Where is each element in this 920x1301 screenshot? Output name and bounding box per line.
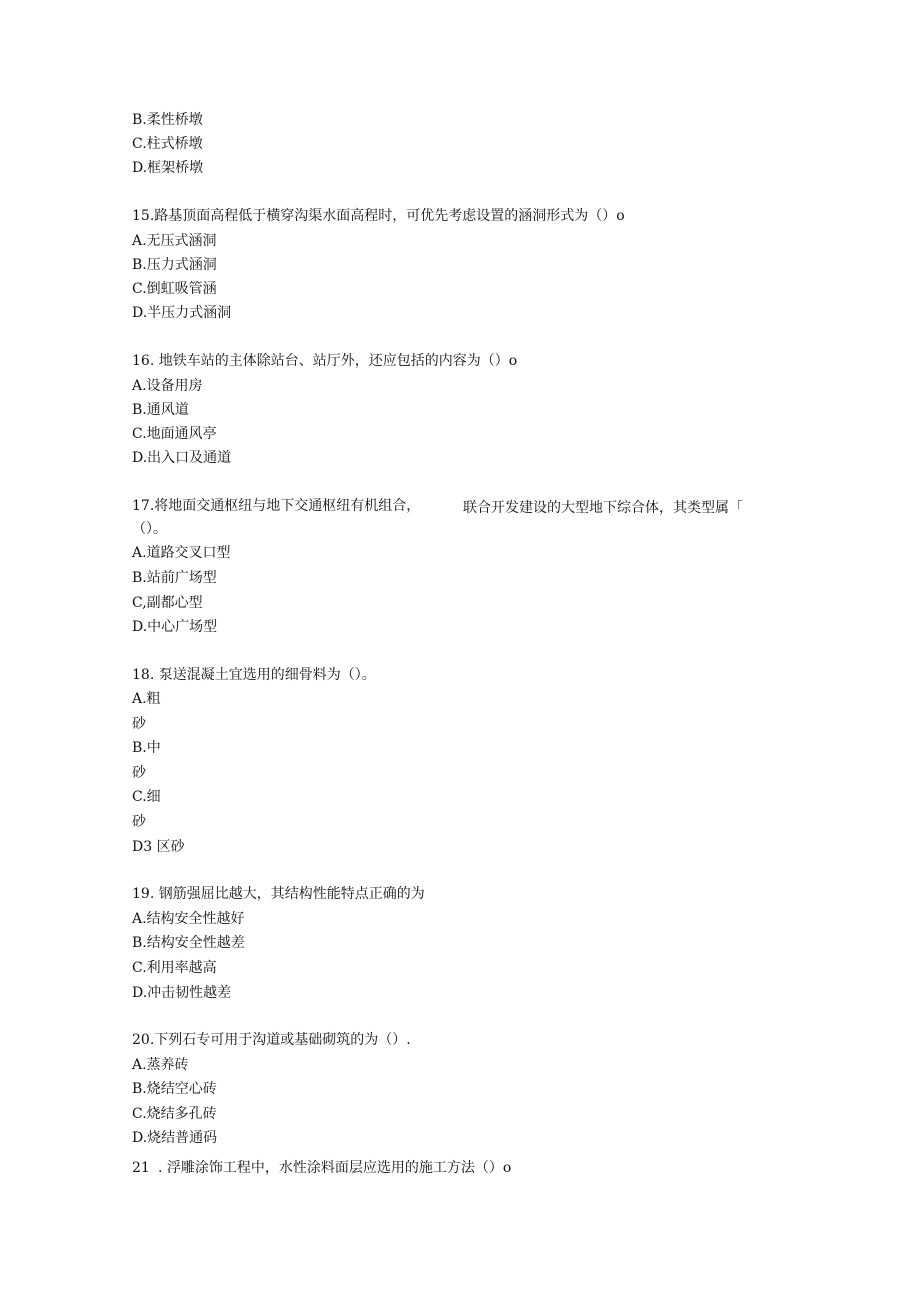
q16-option-a: A.设备用房 (132, 378, 203, 394)
q19-option-d: D.冲击韧性越差 (132, 985, 232, 1001)
q19-stem: 19. 钢筋强屈比越大，其结构性能特点正确的为 (132, 886, 425, 902)
q18-option-c-cont: 砂 (132, 814, 146, 830)
q19-option-b: B.结构安全性越差 (132, 935, 245, 951)
q18-stem: 18. 泵送混凝土宜选用的细骨料为（）。 (132, 667, 376, 683)
q19-option-c: C.利用率越高 (132, 960, 217, 976)
q20-option-b: B.烧结空心砖 (132, 1081, 217, 1097)
q14-option-c: C.柱式桥墩 (132, 136, 203, 152)
q17-option-b: B.站前广场型 (132, 570, 217, 586)
q20-option-d: D.烧结普通码 (132, 1130, 218, 1146)
q16-stem: 16. 地铁车站的主体除站台、站厅外，还应包括的内容为（）o (132, 353, 518, 369)
q16-option-c: C.地面通风亭 (132, 426, 217, 442)
q15-stem: 15.路基顶面高程低于横穿沟渠水面高程时，可优先考虑设置的涵洞形式为（）o (132, 208, 625, 224)
q15-option-a: A.无压式涵洞 (132, 233, 217, 249)
q18-option-b: B.中 (132, 740, 161, 756)
q18-option-a-cont: 砂 (132, 716, 146, 732)
q17-stem-left: 17.将地面交通枢纽与地下交通枢纽有机组合， (132, 498, 421, 514)
q15-option-b: B.压力式涵洞 (132, 257, 217, 273)
q18-option-c: C.细 (132, 789, 161, 805)
q17-option-d: D.中心广场型 (132, 619, 218, 635)
q15-option-c: C.倒虹吸管涵 (132, 281, 217, 297)
q18-option-d: D3 区砂 (132, 839, 185, 855)
q17-stem-right: 联合开发建设的大型地下综合体，其类型属「 (463, 500, 743, 516)
q21-number: 21 (132, 1160, 150, 1176)
q16-option-d: D.出入口及通道 (132, 450, 232, 466)
q18-option-b-cont: 砂 (132, 765, 146, 781)
q14-option-b: B.柔性桥墩 (132, 112, 203, 128)
q16-option-b: B.通风道 (132, 402, 189, 418)
q15-option-d: D.半压力式涵洞 (132, 305, 232, 321)
q17-stem-continuation: （）。 (132, 521, 167, 537)
q17-option-a: A.道路交叉口型 (132, 545, 231, 561)
q20-option-c: C.烧结多孔砖 (132, 1106, 217, 1122)
q21-stem: . 浮雕涂饰工程中，水性涂料面层应选用的施工方法（）o (158, 1160, 512, 1176)
q19-option-a: A.结构安全性越好 (132, 911, 245, 927)
q20-stem: 20.下列石专可用于沟道或基础砌筑的为（）. (132, 1032, 411, 1048)
q14-option-d: D.框架桥墩 (132, 160, 204, 176)
q20-option-a: A.蒸养砖 (132, 1057, 189, 1073)
q17-option-c: C,副都心型 (132, 595, 203, 611)
q18-option-a: A.粗 (132, 691, 161, 707)
